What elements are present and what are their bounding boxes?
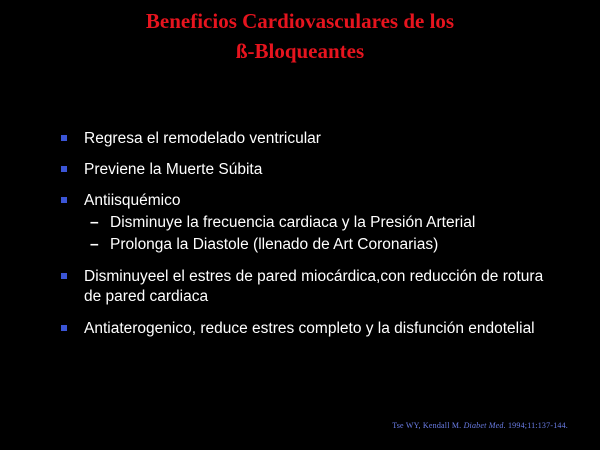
sub-bullet-text: Disminuye la frecuencia cardiaca y la Presión Arterial bbox=[110, 214, 476, 231]
bullet-text: Regresa el remodelado ventricular bbox=[84, 130, 321, 147]
bullet-square-icon bbox=[61, 135, 67, 141]
sub-bullet-item bbox=[90, 213, 570, 233]
bullet-item bbox=[84, 160, 570, 180]
bullet-item bbox=[84, 319, 554, 339]
citation-journal: Diabet Med. bbox=[463, 421, 506, 430]
slide-title-line-1: Beneficios Cardiovasculares de los bbox=[145, 9, 455, 33]
bullet-square-icon bbox=[61, 197, 67, 203]
bullet-square-icon bbox=[61, 166, 67, 172]
citation-authors: Tse WY, Kendall M. bbox=[392, 421, 462, 430]
bullet-square-icon bbox=[61, 273, 67, 279]
bullet-text: Antiisquémico bbox=[84, 192, 181, 209]
bullet-item bbox=[84, 129, 570, 149]
bullet-text: Disminuyeel el estres de pared miocárdica,con reducción de rotura de pared cardiaca bbox=[84, 268, 544, 305]
bullet-text: Previene la Muerte Súbita bbox=[84, 161, 263, 178]
dash-marker: – bbox=[90, 236, 99, 253]
bullet-item bbox=[84, 267, 564, 307]
sub-bullet-item bbox=[90, 235, 570, 255]
bullet-text: Antiaterogenico, reduce estres completo y la disfunción endotelial bbox=[84, 320, 535, 337]
slide-title-line-2: ß-Bloqueantes bbox=[235, 39, 365, 63]
bullet-square-icon bbox=[61, 325, 67, 331]
dash-marker: – bbox=[90, 214, 99, 231]
bullet-item bbox=[84, 191, 570, 211]
sub-bullet-text: Prolonga la Diastole (llenado de Art Coronarias) bbox=[110, 236, 439, 253]
citation bbox=[392, 421, 568, 430]
citation-details: 1994;11:137-144. bbox=[507, 421, 568, 430]
